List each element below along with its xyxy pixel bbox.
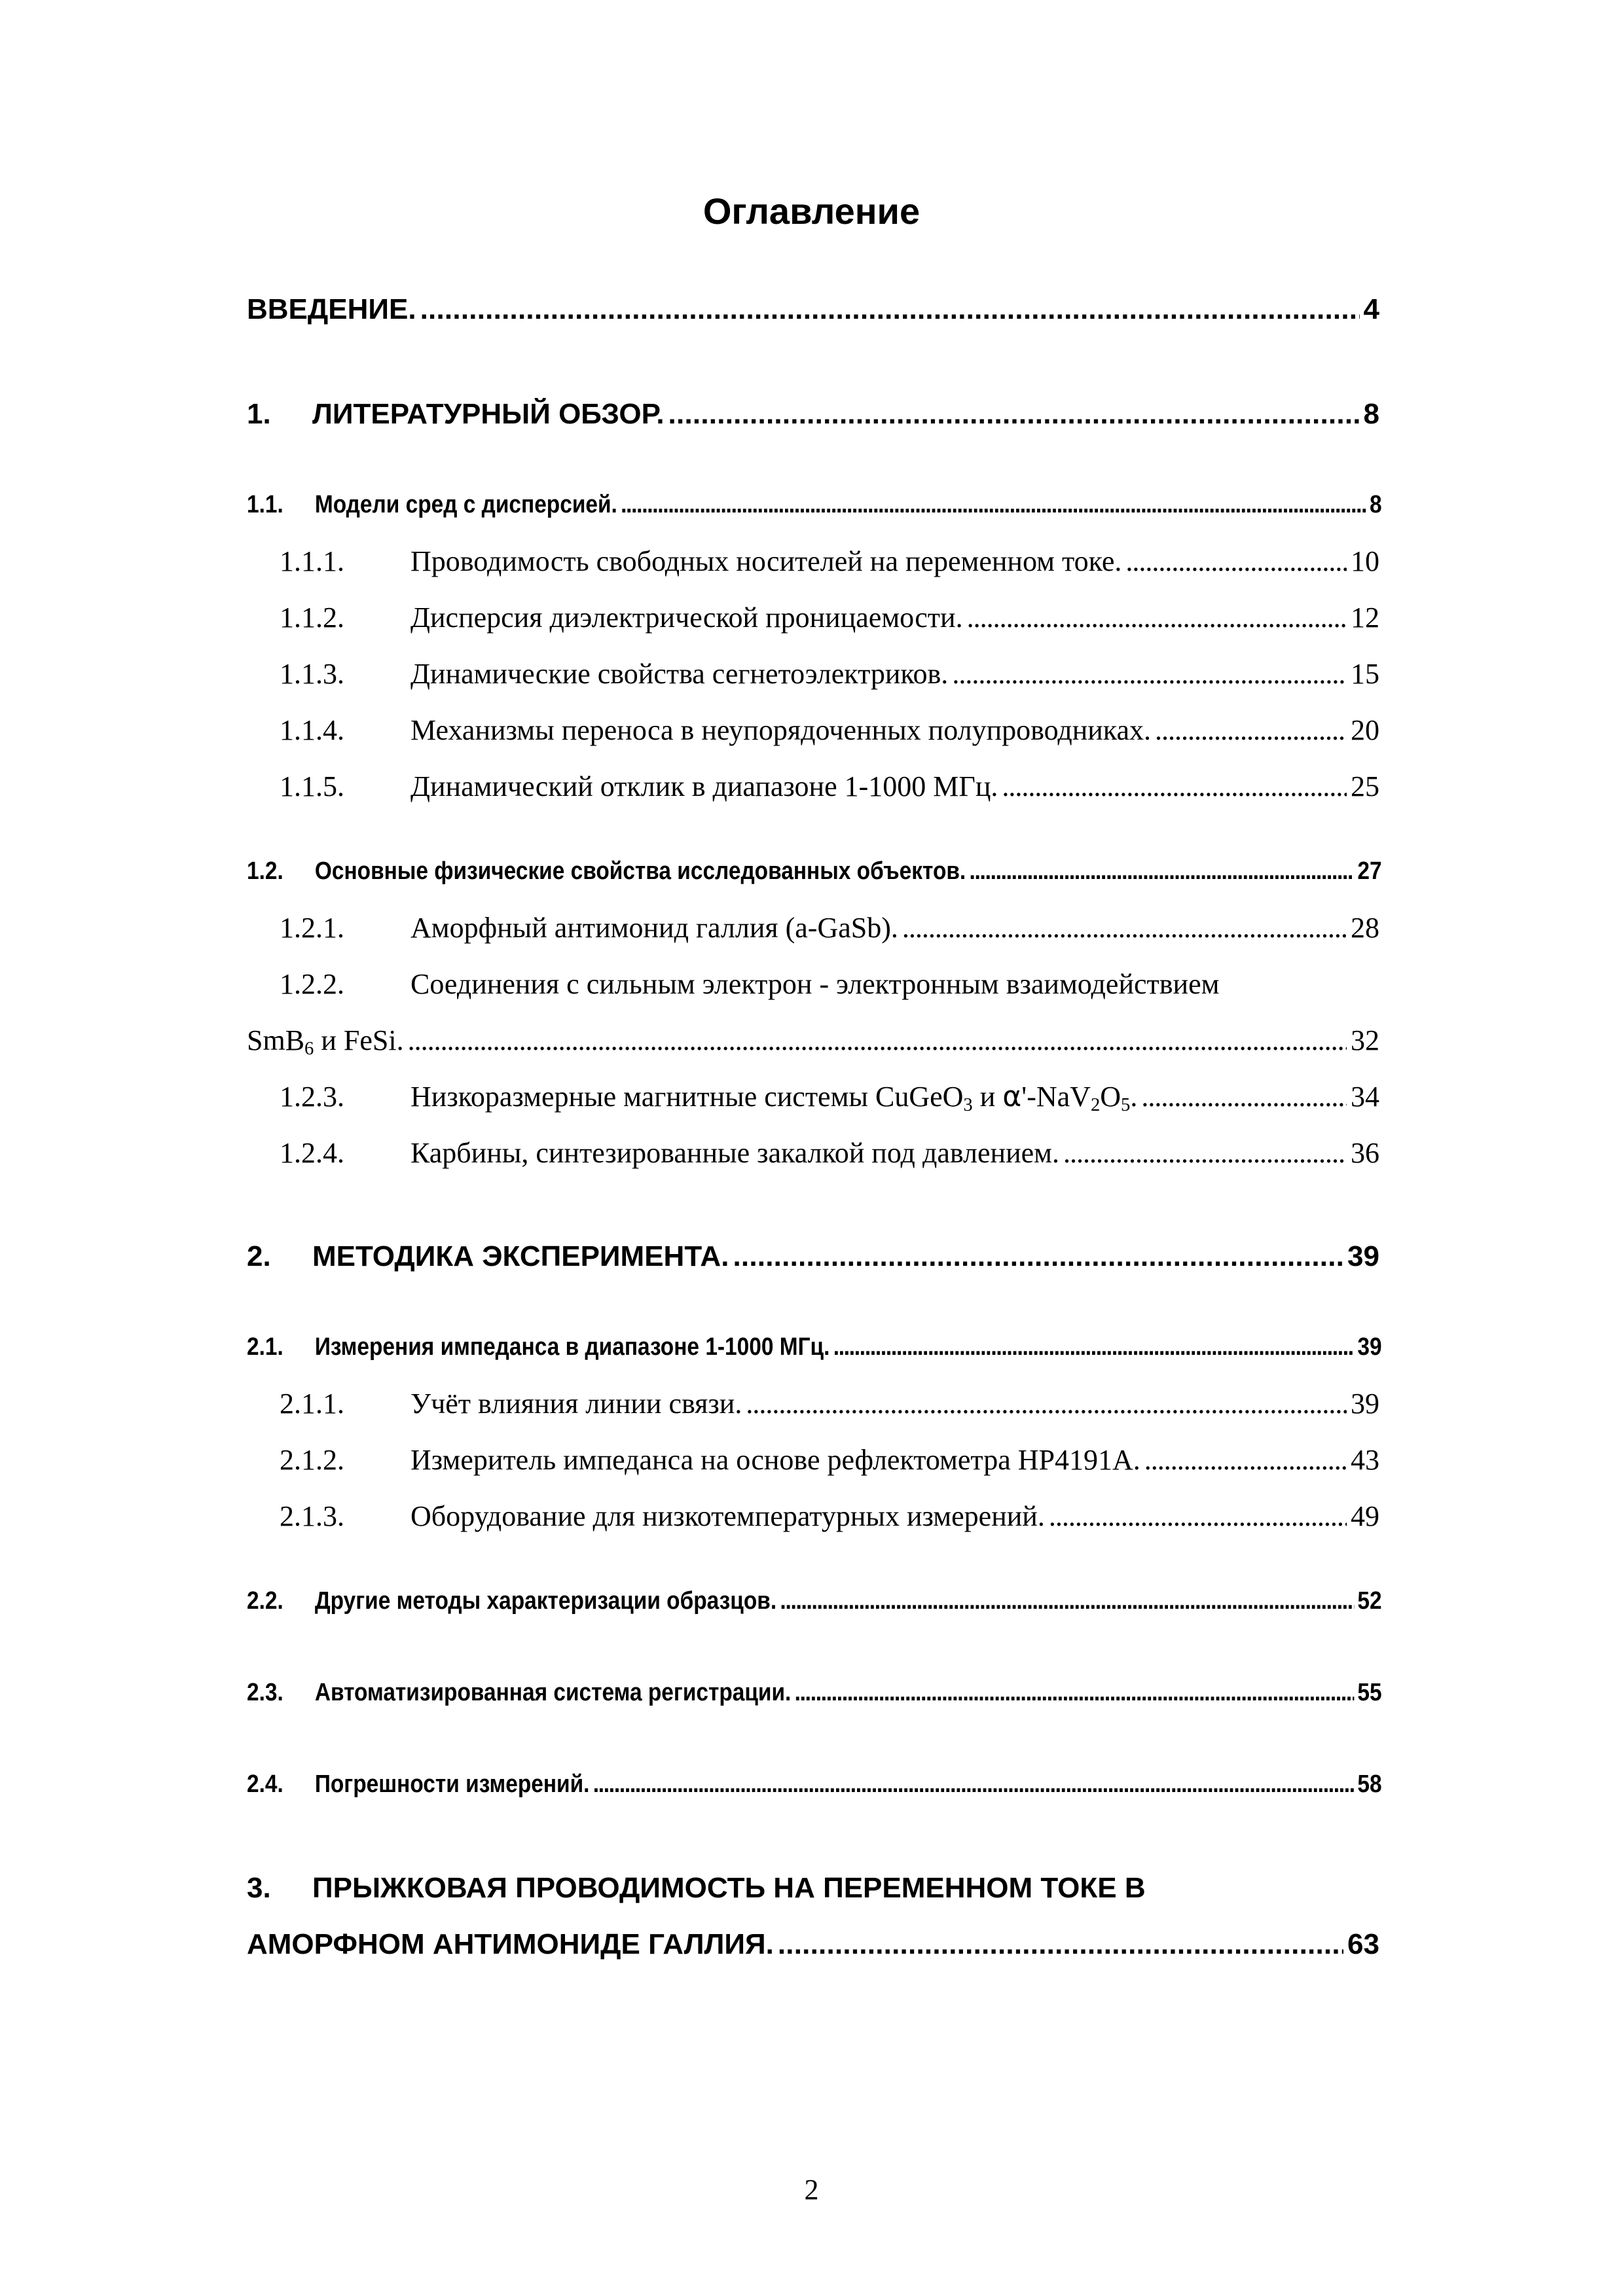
toc-entry-number: 1.1.1. (280, 545, 344, 577)
toc-entry-number: 1.2.2. (280, 968, 344, 1000)
toc-entry-number: 2.1.3. (280, 1500, 344, 1532)
title-part: . (1130, 1081, 1138, 1113)
toc-entry-title-cont: АМОРФНОМ АНТИМОНИДЕ ГАЛЛИЯ. (247, 1928, 774, 1960)
toc-entry-section-2-1[interactable] (247, 1333, 1382, 1361)
toc-page-number: 49 (1351, 1500, 1379, 1532)
toc-page-number: 12 (1351, 601, 1379, 634)
toc-entry-title: Измеритель импеданса на основе рефлектометра HP4191A. (410, 1444, 1140, 1476)
toc-entry-1-1-2[interactable] (280, 601, 1379, 634)
toc-page-number: 39 (1347, 1240, 1379, 1272)
toc-page-number: 39 (1357, 1333, 1382, 1361)
toc-entry-number: 1.2.4. (280, 1137, 344, 1169)
toc-entry-title: Другие методы характеризации образцов. (314, 1587, 777, 1615)
dot-leader (733, 1240, 1343, 1273)
toc-entry-title: Динамический отклик в диапазоне 1-1000 МГц. (410, 770, 998, 802)
toc-entry-number: 2.4. (247, 1770, 283, 1798)
toc-entry-title: Основные физические свойства исследованных объектов. (314, 857, 966, 885)
toc-entry-number: 1.2.1. (280, 912, 344, 944)
toc-page-number: 39 (1351, 1388, 1379, 1420)
toc-page-number: 32 (1351, 1024, 1379, 1056)
toc-page-number: 8 (1369, 491, 1382, 518)
toc-entry-number: 2.2. (247, 1587, 283, 1615)
toc-entry-title: Механизмы переноса в неупорядоченных полупроводниках. (410, 714, 1152, 746)
toc-page-number: 43 (1351, 1444, 1379, 1476)
dot-leader (621, 491, 1366, 519)
toc-entry-title: Оборудование для низкотемпературных измерений. (410, 1500, 1045, 1532)
toc-entry-number: 1.1. (247, 491, 283, 518)
toc-page-number: 58 (1357, 1770, 1382, 1798)
toc-entry-1-2-2-line2[interactable] (247, 1024, 1379, 1060)
toc-entry-1-2-3[interactable] (280, 1080, 1379, 1116)
toc-entry-1-1-3[interactable] (280, 657, 1379, 691)
dot-leader (967, 601, 1347, 634)
toc-entry-number: 1.1.5. (280, 770, 344, 802)
toc-entry-section-2-3[interactable] (247, 1679, 1382, 1707)
toc-entry-title: МЕТОДИКА ЭКСПЕРИМЕНТА. (312, 1240, 729, 1272)
alpha-symbol: α (1002, 1080, 1022, 1113)
toc-entry-1-2-1[interactable] (280, 911, 1379, 944)
toc-entry-1-1-5[interactable] (280, 770, 1379, 803)
toc-entry-title (410, 1080, 1137, 1116)
dot-leader (795, 1679, 1354, 1707)
toc-entry-1-2-4[interactable] (280, 1136, 1379, 1170)
toc-entry-number: 1. (247, 398, 271, 430)
toc-page-number: 4 (1363, 293, 1379, 325)
toc-entry-title: ПРЫЖКОВАЯ ПРОВОДИМОСТЬ НА ПЕРЕМЕННОМ ТОКЕ В (312, 1872, 1146, 1904)
subscript: 3 (963, 1095, 973, 1116)
dot-leader (833, 1333, 1354, 1361)
toc-entry-2-1-1[interactable] (280, 1387, 1379, 1420)
dot-leader (1002, 770, 1347, 803)
title-part: O (1100, 1081, 1122, 1113)
toc-entry-title: Аморфный антимонид галлия (a-GaSb). (410, 912, 898, 944)
dot-leader (746, 1387, 1347, 1420)
toc-entry-section-1-2[interactable] (247, 857, 1382, 886)
title-part: и (972, 1081, 1003, 1113)
toc-entry-chapter-2[interactable] (247, 1240, 1379, 1273)
toc-entry-title: Погрешности измерений. (314, 1770, 590, 1798)
dot-leader (1141, 1080, 1347, 1113)
toc-entry-title: ЛИТЕРАТУРНЫЙ ОБЗОР. (312, 398, 665, 430)
toc-page-number: 10 (1351, 545, 1379, 577)
toc-entry-title: Автоматизированная система регистрации. (314, 1679, 792, 1706)
toc-entry-title: Соединения с сильным электрон - электронным взаимодействием (410, 968, 1220, 1000)
dot-leader (408, 1024, 1347, 1057)
toc-entry-title: Модели сред с дисперсией. (314, 491, 617, 518)
dot-leader (420, 293, 1360, 326)
toc-page-number: 52 (1357, 1587, 1382, 1615)
toc-entry-number: 3. (247, 1872, 271, 1904)
toc-entry-title-cont (247, 1024, 404, 1060)
dot-leader (780, 1587, 1354, 1615)
toc-entry-title: Дисперсия диэлектрической проницаемости. (410, 601, 963, 634)
toc-entry-1-1-4[interactable] (280, 713, 1379, 747)
toc-entry-number: 1.2.3. (280, 1081, 344, 1113)
toc-page-number: 34 (1351, 1081, 1379, 1113)
toc-page-number: 20 (1351, 714, 1379, 746)
toc-entry-number: 2.1.1. (280, 1388, 344, 1420)
page-title: Оглавление (702, 190, 921, 232)
toc-page-number: 63 (1347, 1928, 1379, 1960)
toc-entry-2-1-3[interactable] (280, 1499, 1379, 1533)
toc-entry-chapter-3-line2[interactable] (247, 1928, 1379, 1961)
toc-entry-number: 1.1.2. (280, 601, 344, 634)
toc-entry-number: 2. (247, 1240, 271, 1272)
toc-entry-title: Динамические свойства сегнетоэлектриков. (410, 658, 949, 690)
toc-page-number: 8 (1363, 398, 1379, 430)
dot-leader (902, 911, 1347, 944)
page-number: 2 (804, 2174, 819, 2206)
toc-page-number: 55 (1357, 1679, 1382, 1706)
toc-entry-title: Измерения импеданса в диапазоне 1-1000 МГц. (314, 1333, 830, 1361)
toc-entry-number: 1.1.3. (280, 658, 344, 690)
toc-entry-intro[interactable] (247, 293, 1379, 326)
toc-entry-section-1-1[interactable] (247, 491, 1382, 519)
toc-entry-number: 1.2. (247, 857, 283, 885)
dot-leader (1063, 1136, 1347, 1170)
title-part: '-NaV (1021, 1081, 1091, 1113)
toc-entry-title: Учёт влияния линии связи. (410, 1388, 742, 1420)
toc-page-number: 27 (1357, 857, 1382, 885)
toc-entry-chapter-3-line1[interactable] (247, 1872, 1146, 1905)
toc-entry-section-2-4[interactable] (247, 1770, 1382, 1799)
subscript: 5 (1121, 1095, 1131, 1116)
toc-entry-section-2-2[interactable] (247, 1587, 1382, 1615)
subscript: 2 (1090, 1095, 1101, 1116)
toc-entry-chapter-1[interactable] (247, 398, 1379, 431)
toc-page-number: 28 (1351, 912, 1379, 944)
toc-entry-2-1-2[interactable] (280, 1443, 1379, 1477)
toc-page-number: 15 (1351, 658, 1379, 690)
dot-leader (668, 398, 1360, 431)
title-part: Низкоразмерные магнитные системы CuGeO (410, 1081, 964, 1113)
dot-leader (778, 1928, 1343, 1961)
toc-page-number: 25 (1351, 770, 1379, 802)
dot-leader (1049, 1499, 1347, 1533)
dot-leader (970, 857, 1355, 886)
toc-entry-1-1-1[interactable] (280, 545, 1379, 578)
dot-leader (952, 657, 1347, 691)
dot-leader (1155, 713, 1347, 747)
toc-entry-1-2-2-line1[interactable] (280, 967, 1219, 1001)
subscript: 6 (304, 1039, 314, 1060)
formula-rest: и FeSi. (314, 1024, 404, 1056)
toc-entry-number: 1.1.4. (280, 714, 344, 746)
toc-entry-number: 2.1.2. (280, 1444, 344, 1476)
formula-smb: SmB (247, 1024, 305, 1056)
dot-leader (1125, 545, 1347, 578)
toc-page-number: 36 (1351, 1137, 1379, 1169)
dot-leader (1144, 1443, 1347, 1477)
toc-entry-number: 2.1. (247, 1333, 283, 1361)
toc-entry-number: 2.3. (247, 1679, 283, 1706)
dot-leader (593, 1770, 1354, 1799)
toc-entry-title: Проводимость свободных носителей на переменном токе. (410, 545, 1122, 577)
toc-entry-title: Карбины, синтезированные закалкой под давлением. (410, 1137, 1060, 1169)
toc-entry-title: ВВЕДЕНИЕ. (247, 293, 416, 325)
